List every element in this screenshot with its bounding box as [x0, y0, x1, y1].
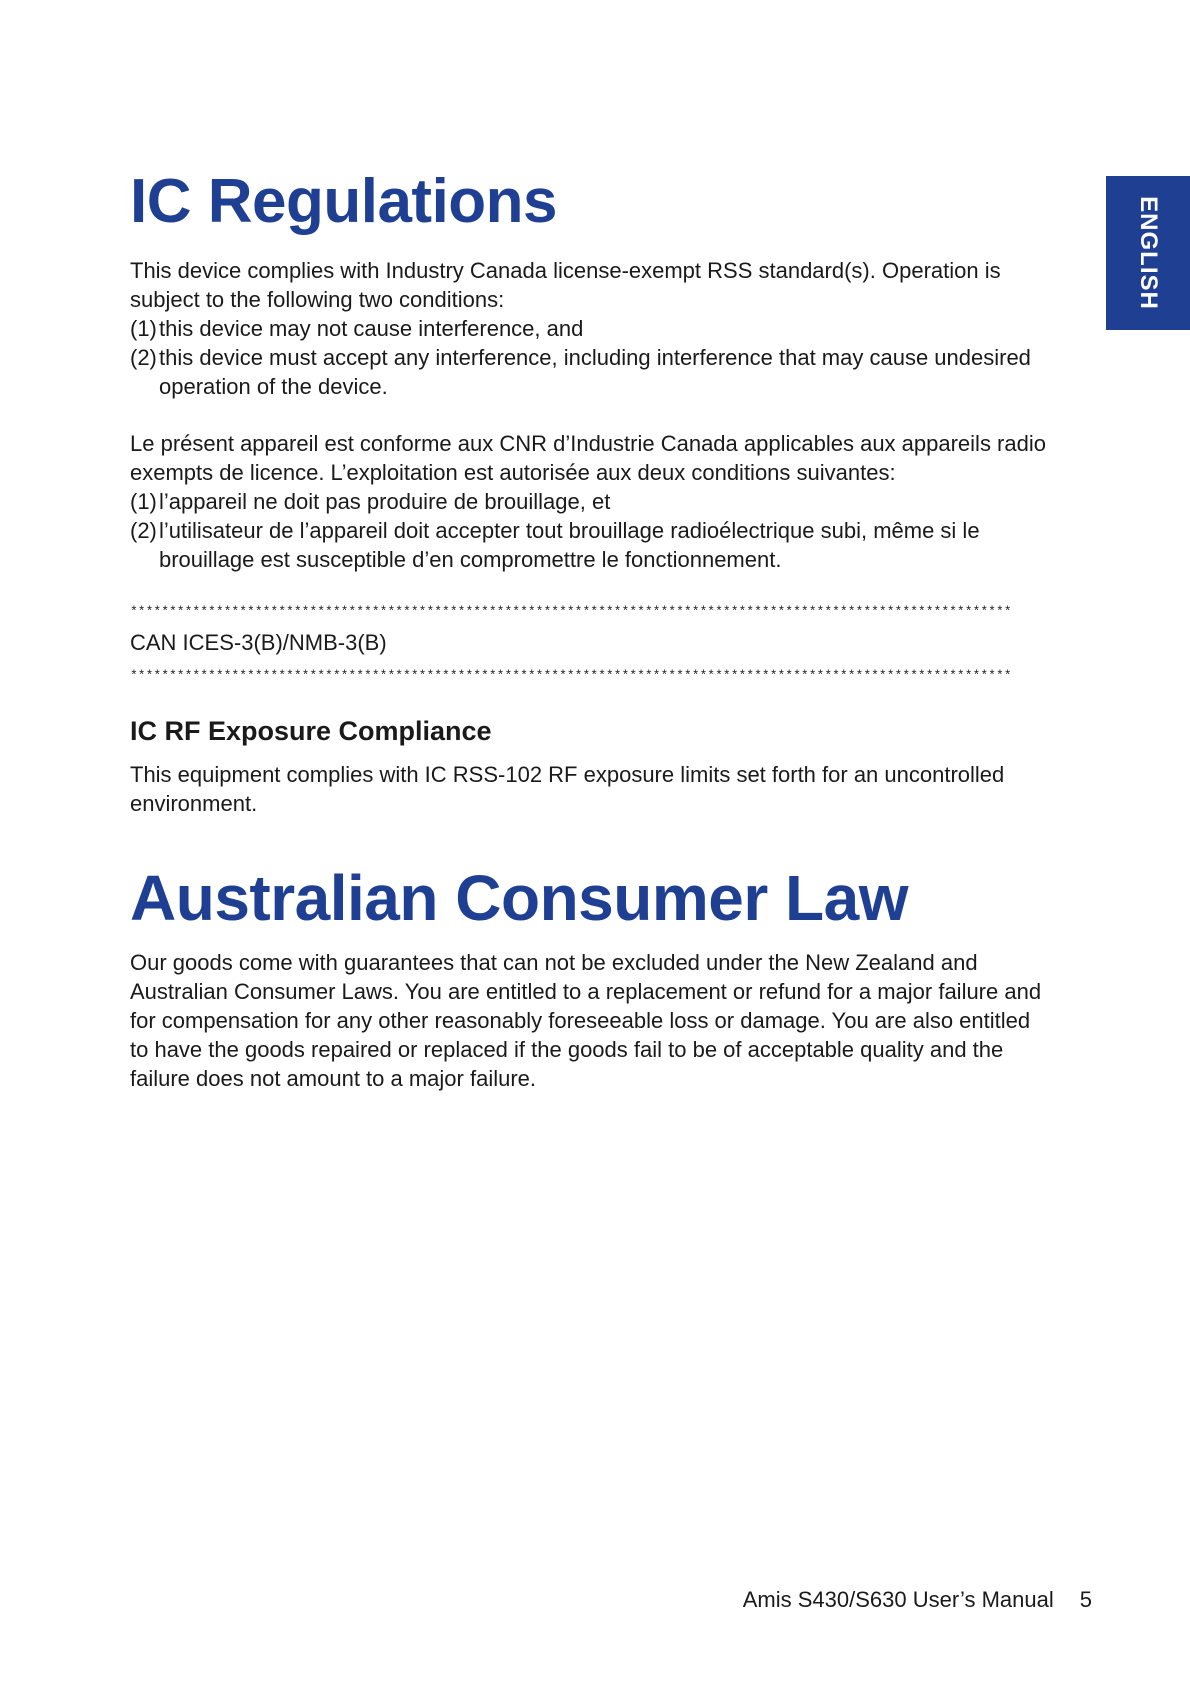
ic-french-intro: Le présent appareil est conforme aux CNR d’Industrie Canada applicables aux appareils radio exempts de licence. L’exploitation est autorisée aux deux conditions suivantes:	[130, 431, 1046, 485]
asterisk-separator-bottom: *****************************************************************************************************************	[130, 668, 1012, 683]
condition-number: (1)	[130, 489, 157, 514]
condition-text: l’utilisateur de l’appareil doit accepter tout brouillage radioélectrique subi, même si le brouillage est susceptible d’en compromettre le fonctionnement.	[159, 518, 980, 572]
language-tab	[1106, 176, 1190, 330]
language-tab-label: ENGLISH	[1135, 196, 1162, 310]
ic-regulations-title: IC Regulations	[130, 167, 558, 236]
ic-french-conditions	[130, 487, 1050, 574]
list-item	[130, 314, 1050, 343]
rf-exposure-heading: IC RF Exposure Compliance	[130, 716, 492, 746]
page-number: 5	[1079, 1587, 1092, 1612]
australian-law-text: Our goods come with guarantees that can not be excluded under the New Zealand and Australian Consumer Laws. You are entitled to a replacement or refund for a major failure and for compensation for any other reasonably foreseeable loss or damage. You are also entitled to have the goods repaired or replaced if the goods fail to be of acceptable quality and the failure does not amount to a major failure.	[130, 950, 1042, 1091]
condition-text: l’appareil ne doit pas produire de brouillage, et	[159, 489, 611, 514]
compliance-code: CAN ICES-3(B)/NMB-3(B)	[130, 630, 387, 655]
list-item	[130, 516, 1050, 574]
condition-text: this device may not cause interference, and	[159, 316, 584, 341]
list-item	[130, 487, 1050, 516]
page-content	[130, 160, 1050, 1093]
australian-law-title: Australian Consumer Law	[130, 862, 908, 934]
ic-french-block	[130, 429, 1050, 574]
ic-english-conditions	[130, 314, 1050, 401]
condition-number: (1)	[130, 316, 157, 341]
asterisk-separator-top: *****************************************************************************************************************	[130, 604, 1012, 619]
list-item	[130, 343, 1050, 401]
condition-number: (2)	[130, 518, 157, 543]
rf-exposure-text: This equipment complies with IC RSS-102 RF exposure limits set forth for an uncontrolled environment.	[130, 762, 1005, 816]
manual-title: Amis S430/S630 User’s Manual	[742, 1587, 1054, 1612]
ic-english-intro: This device complies with Industry Canada license-exempt RSS standard(s). Operation is subject to the following two conditions:	[130, 258, 1001, 312]
condition-text: this device must accept any interference, including interference that may cause undesired operation of the device.	[159, 345, 1031, 399]
condition-number: (2)	[130, 345, 157, 370]
page-footer	[700, 1585, 1092, 1615]
